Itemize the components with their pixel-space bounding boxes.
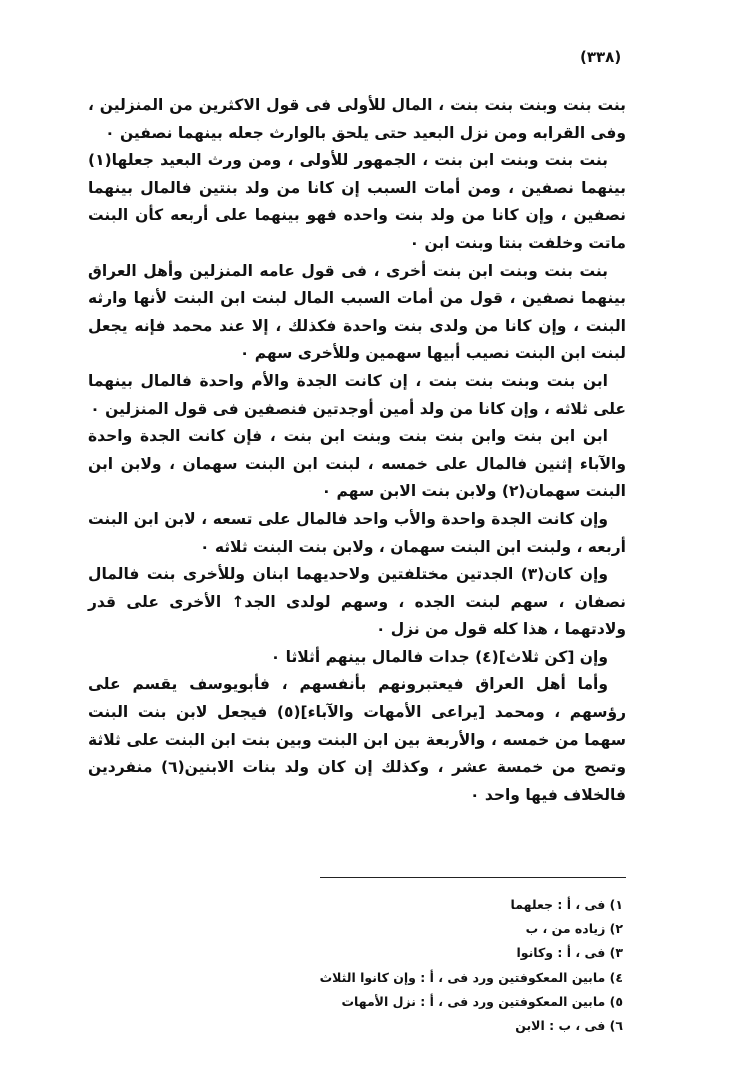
footnote-divider	[320, 877, 626, 878]
paragraph-1: بنت بنت وبنت بنت بنت ، المال للأولى فى قول الاكثرين من المنزلين ، وفى القرابه ومن نزل البعيد حتى يلحق بالوارث جعله بينهما نصفين ٠	[88, 96, 626, 142]
footnote-4: ٤) مابين المعكوفتين ورد فى ، أ : وإن كانوا الثلاث	[319, 969, 623, 985]
paragraph-8: وإن [كن ثلاث](٤) جدات فالمال بينهم أثلاثا ٠	[270, 647, 608, 666]
footnotes	[319, 893, 623, 1038]
paragraph-9: وأما أهل العراق فيعتبرونهم بأنفسهم ، فأبويوسف يقسم على رؤسهم ، ومحمد [يراعى الأمهات والآباء](٥) فيجعل لابن بنت البنت سهما من خمسه ، والأربعة بين ابن البنت وبين بنت ابن البنت على ثلاثة وتصح من خمسة عشر ، وكذلك إن كان ولد بنات الابنين(٦) منفردين فالخلاف فيها واحد ٠	[88, 675, 626, 804]
footnote-2: ٢) زياده من ، ب	[525, 921, 623, 937]
footnote-6: ٦) فى ، ب : الابن	[515, 1018, 623, 1034]
paragraph-2: بنت بنت وبنت ابن بنت ، الجمهور للأولى ، ومن ورث البعيد جعلها(١) بينهما نصفين ، ومن أمات السبب إن كانا من ولد بنتين فالمال بينهما نصفين ، وإن كانا من ولد بنت واحده فهو بينهما على أربعه كأن البنت ماتت وخلفت بنتا وبنت ابن ٠	[88, 151, 626, 252]
footnote-3: ٣) فى ، أ : وكانوا	[516, 945, 623, 961]
paragraph-6: وإن كانت الجدة واحدة والأب واحد فالمال على تسعه ، لابن ابن البنت أربعه ، ولبنت ابن البنت سهمان ، ولابن بنت البنت ثلاثه ٠	[88, 509, 626, 556]
paragraph-5: ابن ابن بنت وابن بنت بنت وبنت ابن بنت ، فإن كانت الجدة واحدة والآباء إثنين فالمال على خمسه ، لبنت ابن البنت سهمان ، ولابن ابن البنت سهمان(٢) ولابن بنت الابن سهم ٠	[88, 427, 626, 501]
page-number: (٣٣٨)	[580, 48, 622, 66]
footnote-1: ١) فى ، أ : جعلهما	[510, 897, 623, 912]
paragraph-3: بنت بنت وبنت ابن بنت أخرى ، فى قول عامه المنزلين وأهل العراق بينهما نصفين ، قول من أمات السبب المال لبنت ابن البنت لأنها وارثه البنت ، وإن كانا من ولدى بنت واحدة فكذلك ، إلا عند محمد فإنه يجعل لبنت ابن البنت نصيب أبيها سهمين وللأخرى سهم ٠	[88, 261, 626, 363]
main-text	[88, 92, 626, 809]
footnote-5: ٥) مابين المعكوفتين ورد فى ، أ : نزل الأمهات	[341, 993, 623, 1009]
paragraph-7: وإن كان(٣) الجدتين مختلفتين ولاحديهما ابنان وللأخرى بنت فالمال نصفان ، سهم لبنت الجده ، وسهم لولدى الجد↑ الأخرى على قدر ولادتهما ، هذا كله قول من نزل ٠	[88, 565, 626, 639]
paragraph-4: ابن بنت وبنت بنت بنت ، إن كانت الجدة والأم واحدة فالمال بينهما على ثلاثه ، وإن كانا من ولد أمين أوجدتين فنصفين فى قول المنزلين ٠	[88, 371, 626, 418]
